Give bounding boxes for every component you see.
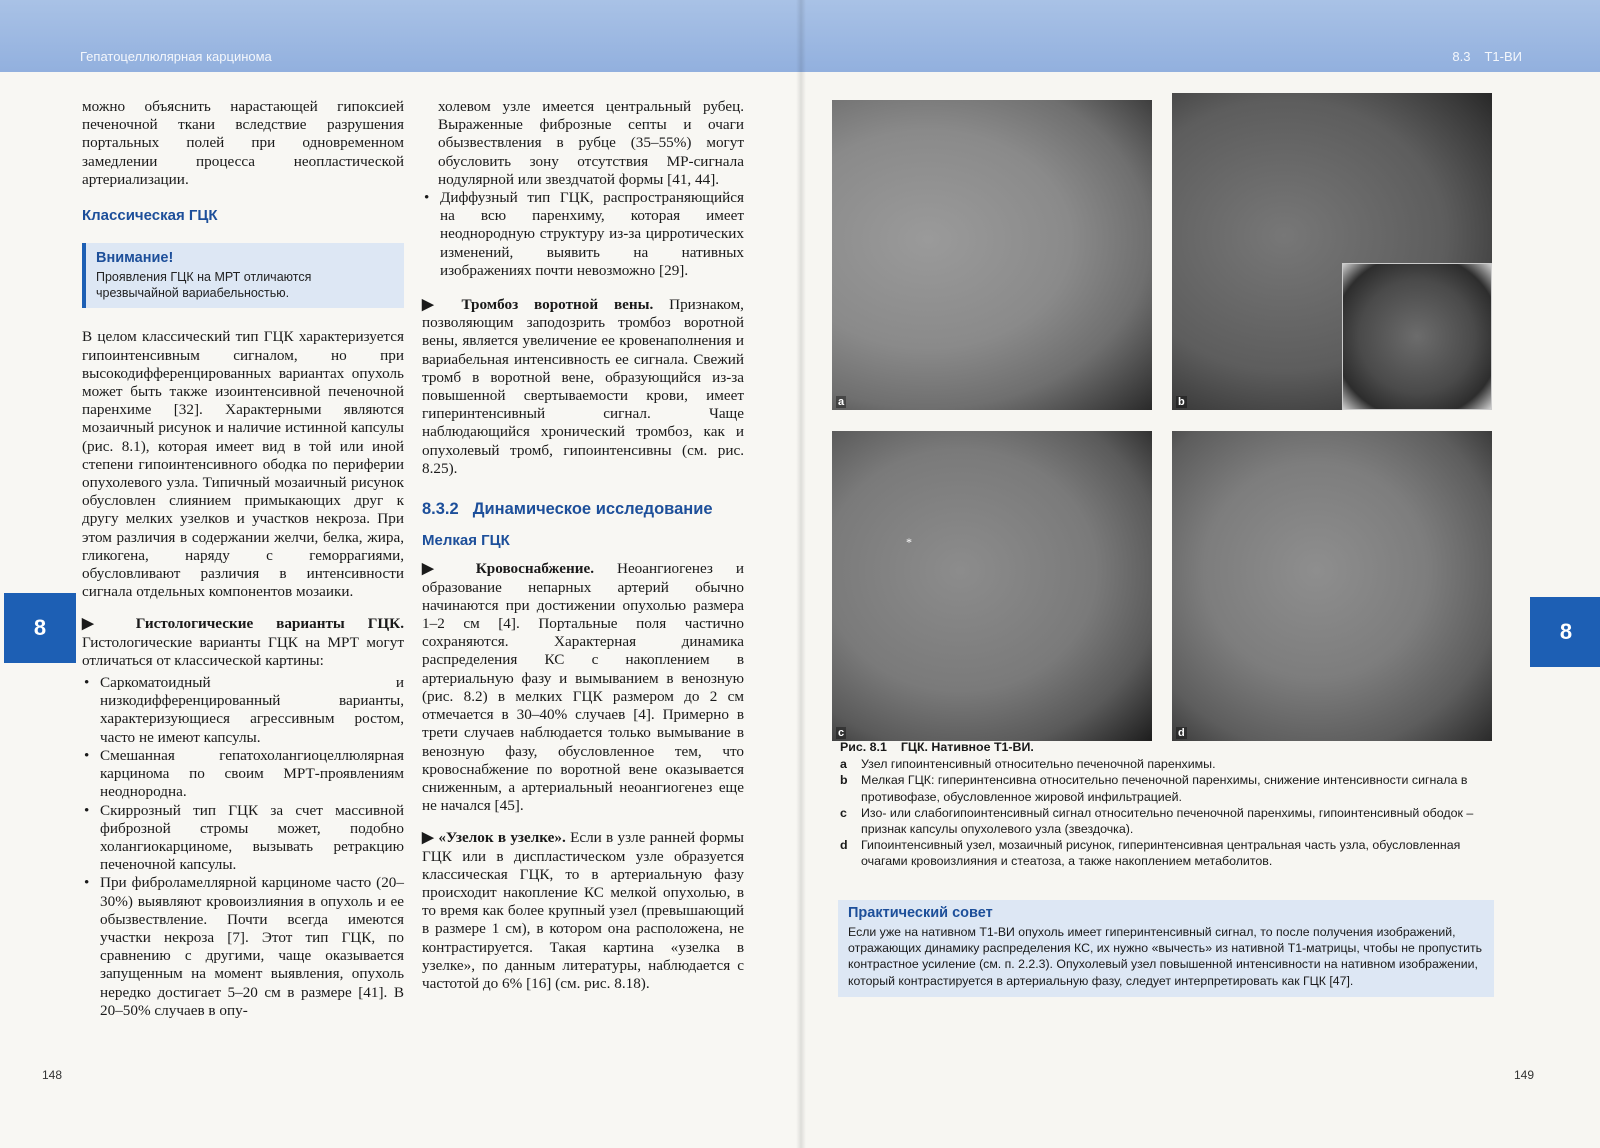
running-header-title: Гепатоцеллюлярная карцинома: [80, 49, 272, 64]
section-heading: Классическая ГЦК: [82, 207, 218, 225]
run-in-heading: ▶ Кровоснабжение.: [422, 560, 595, 578]
book-gutter: [796, 0, 806, 1148]
caption-item-text: Узел гипоинтенсивный относительно печеночной паренхимы.: [861, 757, 1216, 772]
run-in-heading: ▶ Гистологические варианты ГЦК.: [82, 615, 404, 633]
panel-label: b: [1178, 396, 1185, 408]
subsection-title: Динамическое исследование: [472, 500, 713, 519]
caption-label: Рис. 8.1: [840, 740, 887, 754]
paragraph: [82, 615, 404, 670]
text-column-2: [422, 98, 744, 1007]
paragraph: [422, 829, 744, 993]
bullet-list: [422, 189, 744, 280]
paragraph-text: Неоангиогенез и образование непарных артерий обычно начинаются при достижении опухолью размера 1–2 см [4]. Портальные поля частично сохраняются. Характерная динамика распределения КС с накоплением в артериальную фазу и вымыванием в венозную (рис. 8.2) в мелких ГЦК размером до 2 см отмечается в 30–40% случаев [4]. Примерно в трети случаев наблюдается только вымывание в венозную фазу, обусловленное тем, что кровоснабжение по воротной вене оказывается сниженным, а артериальный неоангиогенез еще не начался [45].: [422, 560, 744, 815]
text-column-1: [82, 98, 404, 1032]
mri-image-b: [1172, 93, 1492, 410]
asterisk-marker: *: [906, 535, 912, 549]
page-number: 149: [1514, 1068, 1535, 1082]
attention-box: [82, 243, 404, 308]
caption-title-text: ГЦК. Нативное T1-ВИ.: [900, 740, 1034, 754]
list-item: • Смешанная гепатохолангиоцеллюлярная карцинома по своим МРТ-проявлениям неоднородна.: [100, 747, 404, 802]
caption-item: [840, 805, 1490, 837]
chapter-tab: 8: [4, 593, 76, 663]
caption-item-letter: d: [840, 838, 848, 853]
caption-item: [840, 756, 1490, 772]
panel-label: a: [838, 396, 845, 408]
caption-item: [840, 837, 1490, 869]
mri-image-c: [832, 431, 1152, 741]
caption-item: [840, 772, 1490, 804]
paragraph-text: Признаком, позволяющим заподозрить тромбоз воротной вены, является увеличение ее кровенаполнения и вариабельная интенсивность ее сигнала. Свежий тромб в воротной вене, образующийся из-за повышенной свертываемости крови, имеет гиперинтенсивный сигнал. Чаще наблюдающийся хронический тромбоз, как и опухолевый тромб, гипоинтенсивны (см. рис. 8.25).: [422, 296, 744, 477]
list-item: • Саркоматоидный и низкодифференцированный варианты, характеризующиеся агрессивным ростом, часто не имеют капсулы.: [100, 674, 404, 747]
attention-title: Внимание!: [96, 250, 174, 267]
paragraph: холевом узле имеется центральный рубец. Выраженные фиброзные септы и очаги обызвествления в рубце (35–55%) могут обусловить зону отсутствия МР-сигнала нодулярной или звездчатой формы [41, 44].: [438, 98, 744, 188]
subsection-number: 8.3.2: [422, 500, 459, 519]
paragraph: В целом классический тип ГЦК характеризуется гипоинтенсивным сигналом, но при высокодифференцированных вариантах опухоль может быть также изоинтенсивной печеночной паренхиме [32]. Характерными являются мозаичный рисунок и наличие истинной капсулы (рис. 8.1), которая имеет вид в той или иной степени гипоинтенсивного ободка по периферии опухолевого узла. Типичный мозаичный рисунок обусловлен слиянием примыкающих друг к другу мелких узелков и участков некроза. При этом различия в содержании желчи, белка, жира, гликогена, наряду с геморрагиями, обусловливают различия в интенсивности сигнала отдельных компонентов мозаики.: [82, 328, 404, 601]
paragraph: можно объяснить нарастающей гипоксией печеночной ткани вследствие разрушения портальных полей при одновременном замедлении процесса неопластической артериализации.: [82, 98, 404, 188]
paragraph: [422, 560, 744, 815]
caption-item-text: Гипоинтенсивный узел, мозаичный рисунок, гиперинтенсивная центральная часть узла, обусловленная очагами кровоизлияния и стеатоза, а также накоплением метаболитов.: [861, 838, 1461, 869]
mri-image-a: [832, 100, 1152, 410]
section-title: T1-ВИ: [1484, 49, 1522, 64]
caption-item-letter: a: [840, 757, 847, 772]
tip-title: Практический совет: [848, 905, 993, 921]
panel-label: d: [1178, 727, 1185, 739]
attention-text: Проявления ГЦК на МРТ отличаются чрезвычайной вариабельностью.: [96, 270, 312, 301]
list-item: • Скиррозный тип ГЦК за счет массивной фиброзной стромы может, подобно холангиокарциноме, вызывать ретракцию печеночной капсулы.: [100, 802, 404, 875]
paragraph-text: Гистологические варианты ГЦК на МРТ могут отличаться от классической картины:: [82, 633, 404, 669]
bullet-list: [82, 674, 404, 1020]
page-number: 148: [42, 1068, 63, 1082]
run-in-heading: ▶ Тромбоз воротной вены.: [422, 296, 654, 314]
practical-tip-box: [838, 900, 1494, 997]
right-page: [800, 0, 1600, 1148]
mri-inset-image: [1342, 263, 1492, 410]
paragraph-text: Если в узле ранней формы ГЦК или в диспластическом узле образуется классическая ГЦК, то в артериальную фазу происходит накопление КС мелкой опухолью, в то время как более крупный узел (превышающий в размере 1 см), в котором она расположена, не контрастируется. Такая картина «узелка в узелке», по данным литературы, наблюдается с частотой до 6% [16] (см. рис. 8.18).: [422, 829, 745, 992]
section-heading: Мелкая ГЦК: [422, 532, 510, 550]
list-item: • При фиброламеллярной карциноме часто (20–30%) выявляют кровоизлияния в опухоль и ее обызвествление. Почти всегда имеются участки некроза [7]. Этот тип ГЦК, по сравнению с другими, чаще оказывается запущенным на момент выявления, опухоль нередко достигает 5–20 см в размере [41]. В 20–50% случаев в опу-: [100, 874, 404, 1020]
running-header: [800, 0, 1600, 72]
section-number: 8.3: [1452, 49, 1471, 64]
caption-item-letter: b: [840, 773, 848, 788]
caption-item-text: Мелкая ГЦК: гиперинтенсивна относительно печеночной паренхимы, снижение интенсивности сигнала в противофазе, обусловленное жировой инфильтрацией.: [861, 773, 1468, 804]
list-item: • Диффузный тип ГЦК, распространяющийся на всю паренхиму, которая имеет неоднородную структуру из-за цирротических изменений, выявить на нативных изображениях почти невозможно [29].: [440, 189, 744, 280]
panel-label: c: [838, 727, 845, 739]
running-header-section: [1452, 49, 1522, 64]
subsection-heading: [422, 500, 744, 518]
figure-caption: [840, 739, 1490, 870]
run-in-heading: ▶ «Узелок в узелке».: [422, 829, 566, 847]
caption-title: [840, 739, 1490, 755]
tip-text: Если уже на нативном T1-ВИ опухоль имеет гиперинтенсивный сигнал, то после получения изображений, отражающих динамику распределения КС, их нужно «вычесть» из нативной T1-матрицы, чтобы не пропустить контрастное усиление (см. п. 2.2.3). Опухолевый узел повышенной интенсивности на нативном изображении, который контрастируется в артериальную фазу, следует интерпретировать как ГЦК [47].: [848, 925, 1482, 988]
paragraph: [422, 296, 744, 478]
caption-item-text: Изо- или слабогипоинтенсивный сигнал относительно печеночной паренхимы, гипоинтенсивный ободок – признак капсулы опухолевого узла (звездочка).: [861, 805, 1474, 837]
running-header: [0, 0, 800, 72]
caption-item-letter: c: [840, 805, 847, 820]
mri-image-d: [1172, 431, 1492, 741]
chapter-tab: 8: [1530, 597, 1600, 667]
